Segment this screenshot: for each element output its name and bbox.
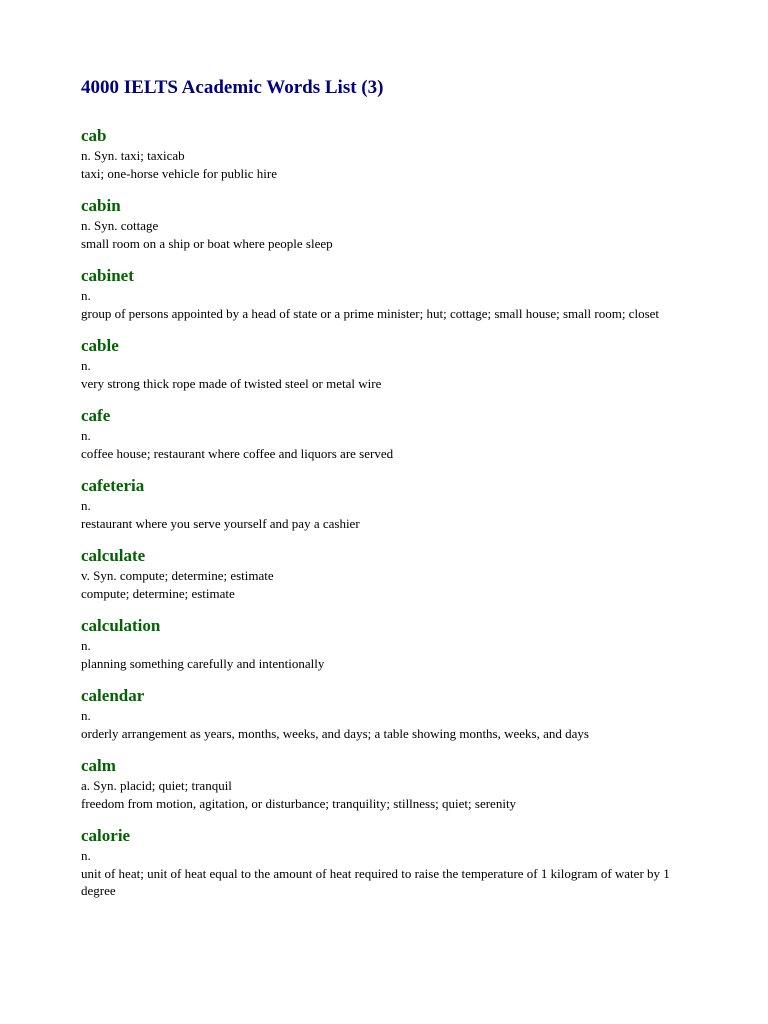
part-of-speech: n. (81, 288, 91, 303)
definition: planning something carefully and intentionally (81, 655, 325, 671)
headword: cafeteria (81, 476, 145, 495)
definition: small room on a ship or boat where people sleep (81, 235, 333, 251)
part-of-speech: v. Syn. compute; determine; estimate (81, 568, 274, 583)
part-of-speech: n. (81, 638, 91, 653)
word-entry-cabinet (81, 265, 691, 322)
definition: restaurant where you serve yourself and pay a cashier (81, 515, 360, 531)
headword: calculation (81, 616, 161, 635)
part-of-speech: n. Syn. taxi; taxicab (81, 148, 185, 163)
headword: cabinet (81, 266, 134, 285)
word-entry-cable (81, 335, 691, 392)
part-of-speech: n. (81, 498, 91, 513)
document-page (81, 76, 691, 900)
definition: very strong thick rope made of twisted steel or metal wire (81, 375, 382, 391)
headword: calorie (81, 826, 131, 845)
headword: cable (81, 336, 119, 355)
part-of-speech: n. (81, 708, 91, 723)
definition: orderly arrangement as years, months, weeks, and days; a table showing months, weeks, and days (81, 725, 589, 741)
definition: compute; determine; estimate (81, 585, 235, 601)
word-entry-cab (81, 125, 691, 182)
word-entry-cafeteria (81, 475, 691, 532)
word-entry-calendar (81, 685, 691, 742)
headword: cab (81, 126, 107, 145)
headword: calendar (81, 686, 145, 705)
part-of-speech: n. Syn. cottage (81, 218, 159, 233)
document-title: 4000 IELTS Academic Words List (3) (81, 77, 384, 98)
definition: taxi; one-horse vehicle for public hire (81, 165, 278, 181)
word-entry-calorie (81, 825, 691, 900)
part-of-speech: n. (81, 358, 91, 373)
word-entry-calm (81, 755, 691, 812)
headword: calculate (81, 546, 146, 565)
definition: coffee house; restaurant where coffee and liquors are served (81, 445, 394, 461)
word-entry-calculation (81, 615, 691, 672)
definition: group of persons appointed by a head of state or a prime minister; hut; cottage; small house; small room; closet (81, 305, 660, 321)
word-entry-cafe (81, 405, 691, 462)
word-entry-cabin (81, 195, 691, 252)
headword: cabin (81, 196, 121, 215)
headword: cafe (81, 406, 111, 425)
word-entry-calculate (81, 545, 691, 602)
part-of-speech: a. Syn. placid; quiet; tranquil (81, 778, 232, 793)
part-of-speech: n. (81, 428, 91, 443)
part-of-speech: n. (81, 848, 91, 863)
definition: unit of heat; unit of heat equal to the amount of heat required to raise the temperature of 1 kilogram of water by 1 degree (81, 865, 670, 898)
definition: freedom from motion, agitation, or disturbance; tranquility; stillness; quiet; serenity (81, 795, 517, 811)
headword: calm (81, 756, 116, 775)
